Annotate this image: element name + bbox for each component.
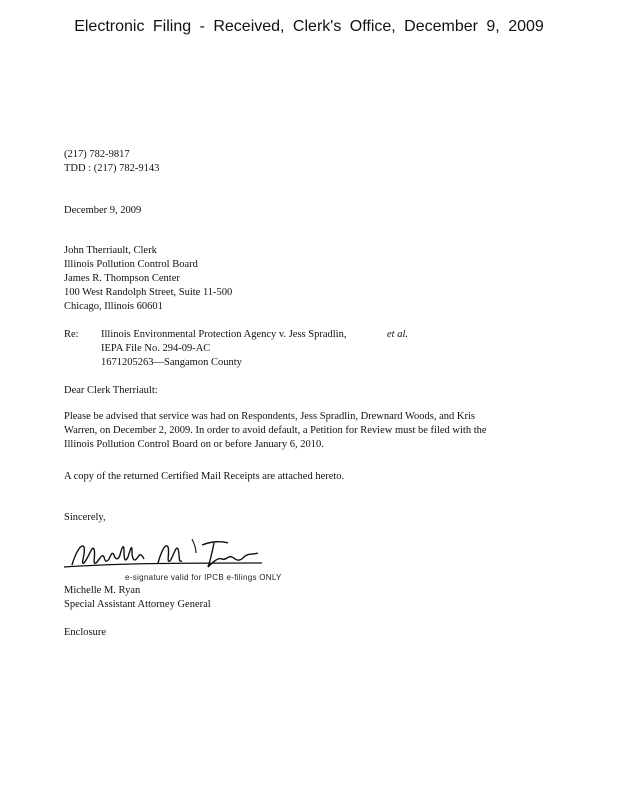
signer-block [64, 584, 211, 612]
recipient-line: John Therriault, Clerk [64, 245, 157, 256]
filing-stamp: Electronic Filing - Received, Clerk's Office, December 9, 2009 [74, 18, 544, 35]
body-line: Warren, on December 2, 2009. In order to avoid default, a Petition for Review must be filed with the [64, 425, 487, 436]
letter-date: December 9, 2009 [64, 205, 142, 216]
recipient-line: Chicago, Illinois 60601 [64, 301, 163, 312]
tdd-number: TDD : (217) 782-9143 [64, 163, 160, 174]
signer-name: Michelle M. Ryan [64, 585, 141, 596]
re-block [0, 328, 618, 372]
phone-number: (217) 782-9817 [64, 149, 130, 160]
re-lines [101, 328, 346, 370]
signer-title: Special Assistant Attorney General [64, 599, 211, 610]
recipient-address [64, 244, 232, 314]
signature-note: e-signature valid for IPCB e-filings ONLY [125, 573, 282, 582]
recipient-line: 100 West Randolph Street, Suite 11-500 [64, 287, 233, 298]
recipient-line: Illinois Pollution Control Board [64, 259, 198, 270]
closing: Sincerely, [64, 512, 106, 523]
re-label: Re: [64, 329, 79, 340]
letter-body [64, 410, 487, 452]
re-line: Illinois Environmental Protection Agency v. Jess Spradlin, [101, 329, 347, 340]
re-line: 1671205263—Sangamon County [101, 357, 242, 368]
enclosure-note: A copy of the returned Certified Mail Receipts are attached hereto. [64, 471, 345, 482]
re-line: IEPA File No. 294-09-AC [101, 343, 211, 354]
salutation: Dear Clerk Therriault: [64, 385, 158, 396]
body-line: Please be advised that service was had on Respondents, Jess Spradlin, Drewnard Woods, and Kris [64, 411, 476, 422]
body-line: Illinois Pollution Control Board on or before January 6, 2010. [64, 439, 324, 450]
et-al: et al. [387, 329, 408, 340]
contact-block [64, 148, 159, 176]
enclosure-label: Enclosure [64, 627, 106, 638]
recipient-line: James R. Thompson Center [64, 273, 180, 284]
